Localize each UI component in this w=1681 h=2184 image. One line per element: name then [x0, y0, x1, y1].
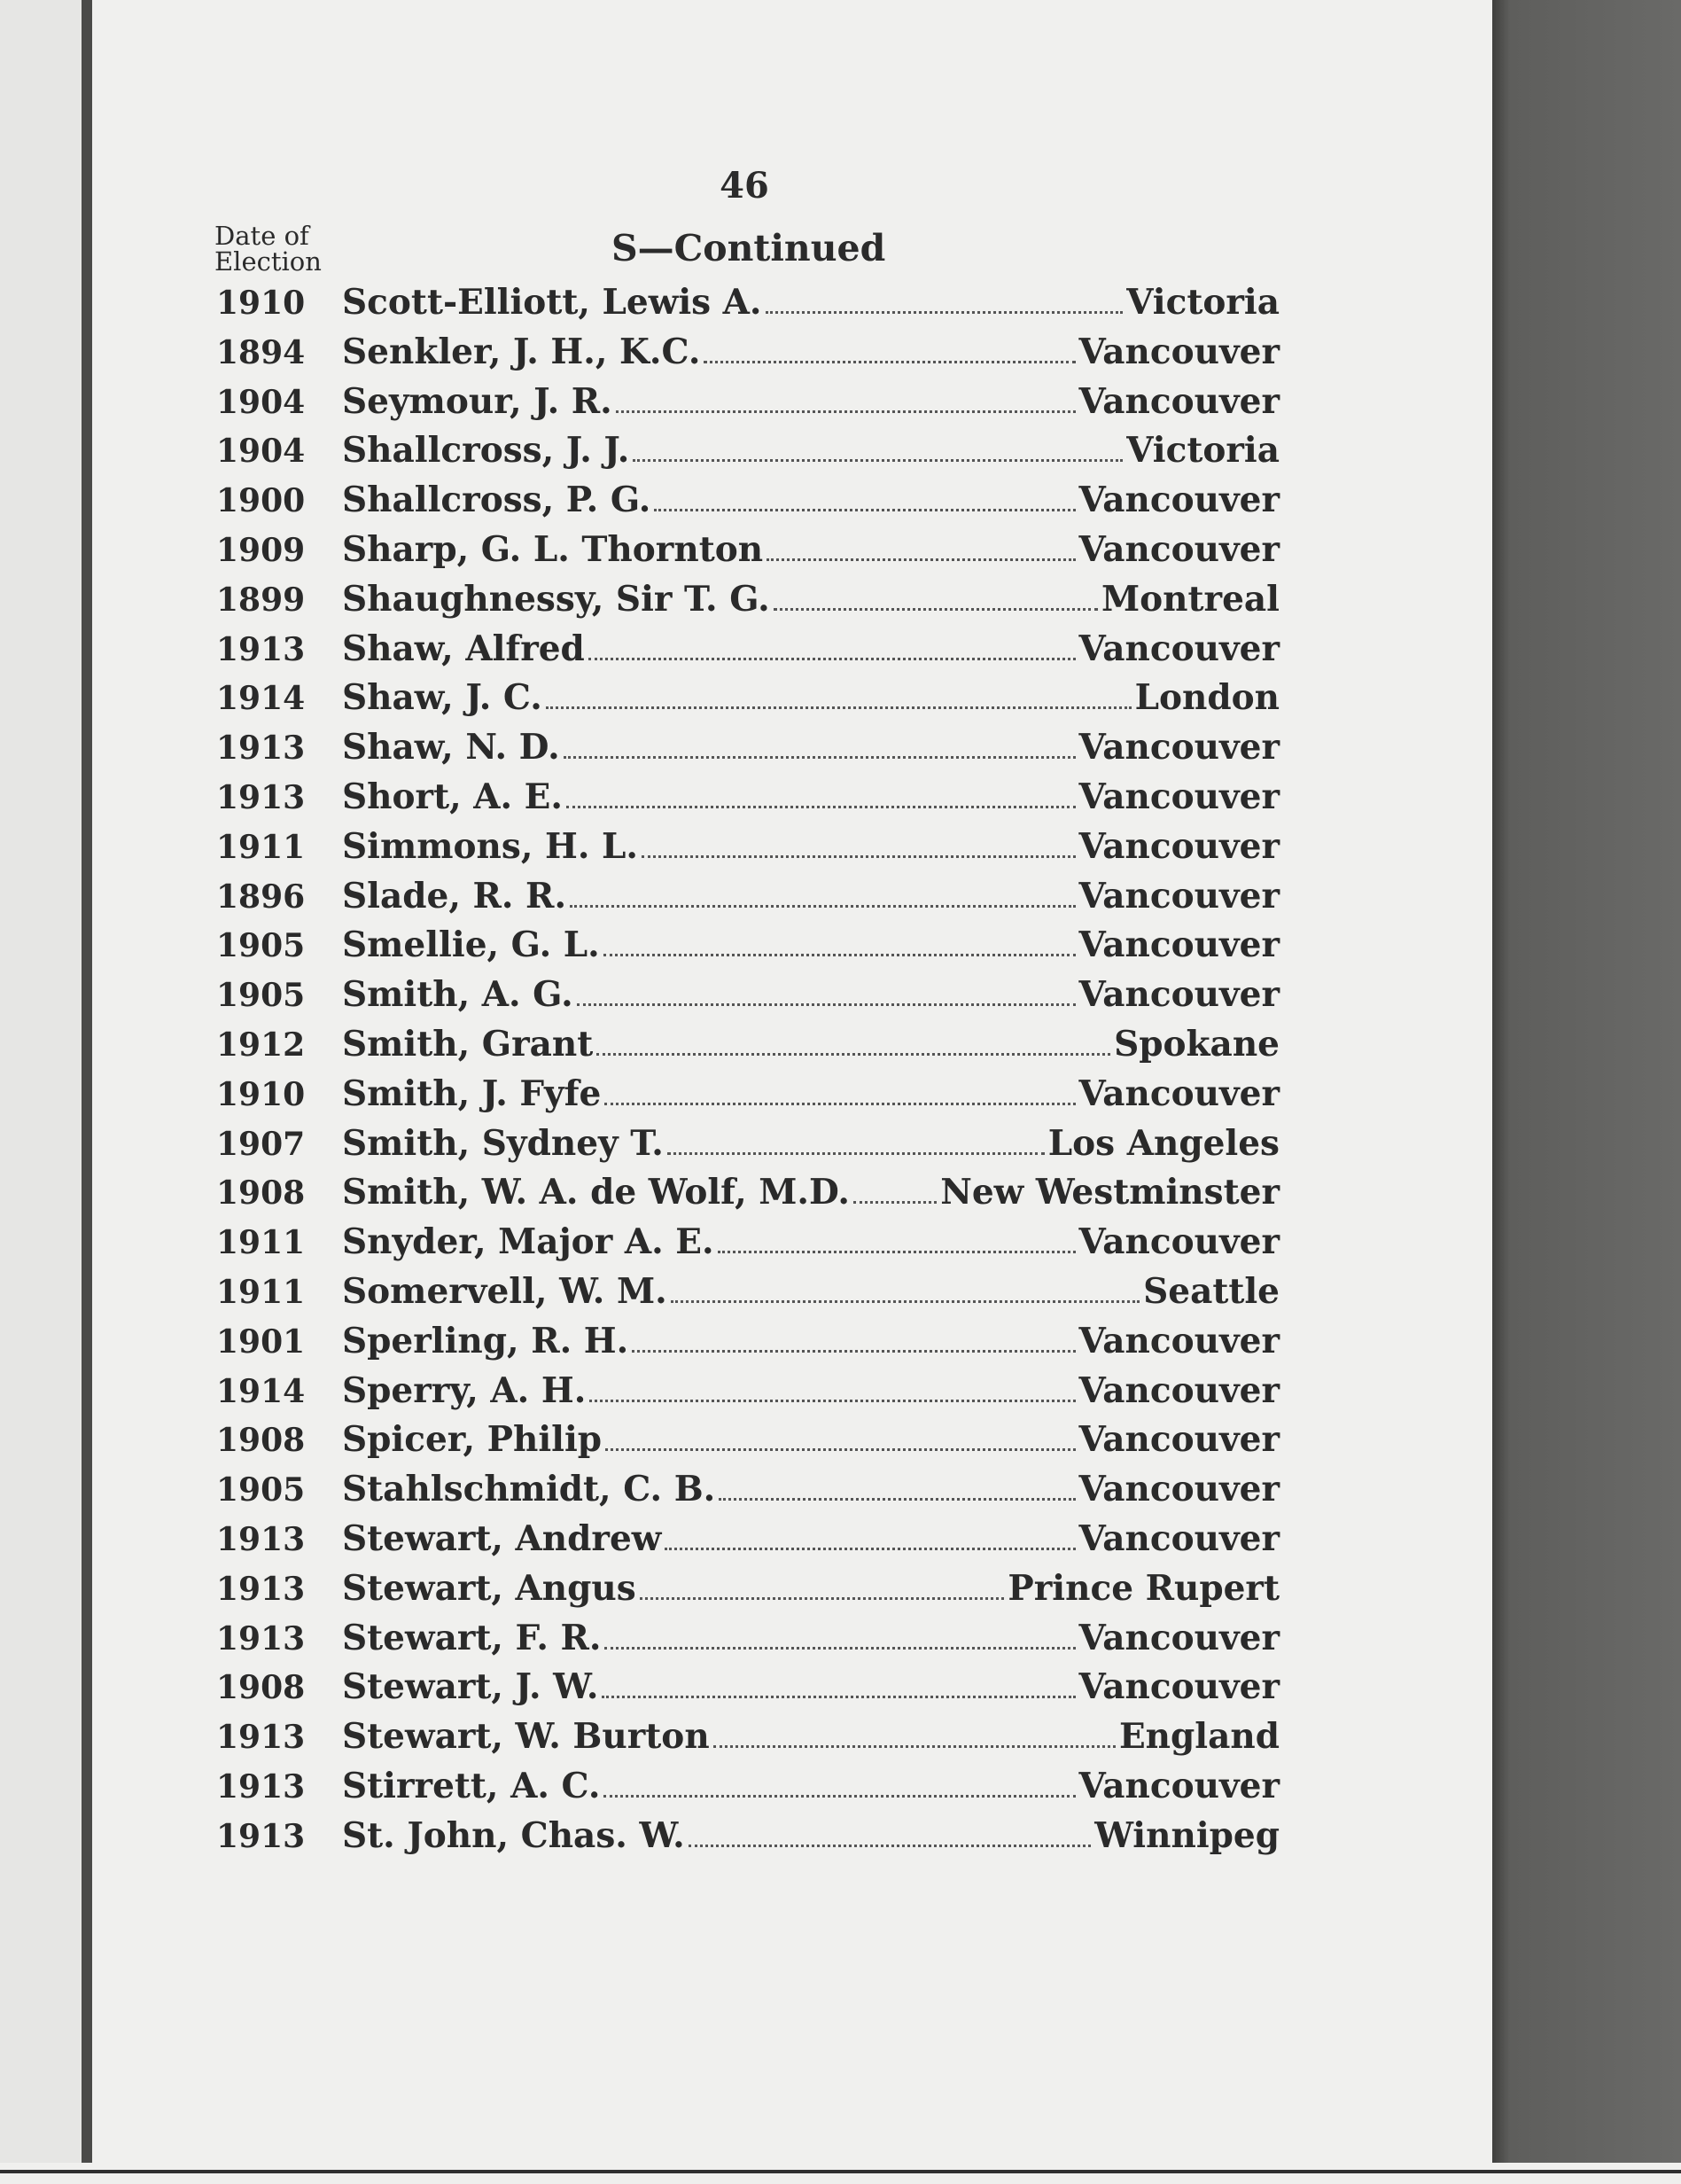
- member-entry: [216, 1370, 1280, 1420]
- member-name: Stewart, J. W.: [342, 1666, 599, 1708]
- dot-leader: [604, 1640, 1075, 1650]
- member-entry: [216, 1221, 1280, 1271]
- member-name: Somervell, W. M.: [342, 1270, 667, 1312]
- member-name: Snyder, Major A. E.: [342, 1221, 714, 1263]
- member-location: Spokane: [1114, 1023, 1280, 1065]
- dot-leader: [596, 1046, 1110, 1056]
- member-name: Shaw, Alfred: [342, 628, 585, 669]
- dot-leader: [766, 304, 1124, 314]
- dot-leader: [718, 1244, 1076, 1253]
- dot-leader: [713, 1738, 1116, 1748]
- date-header-line2: Election: [214, 246, 322, 277]
- member-name: Shaw, J. C.: [342, 677, 542, 719]
- election-year: 1901: [216, 1322, 306, 1361]
- election-year: 1913: [216, 1619, 306, 1658]
- member-entry: [216, 876, 1280, 925]
- election-year: 1912: [216, 1026, 306, 1064]
- election-year: 1904: [216, 383, 306, 421]
- date-of-election-header: [214, 223, 374, 275]
- member-entry: [216, 1073, 1280, 1123]
- election-year: 1894: [216, 333, 306, 371]
- member-name: Stirrett, A. C.: [342, 1765, 601, 1806]
- member-entry: [216, 1815, 1280, 1865]
- member-entry: [216, 727, 1280, 776]
- member-entry: [216, 381, 1280, 431]
- dot-leader: [605, 1441, 1075, 1451]
- member-location: Vancouver: [1078, 1469, 1280, 1510]
- dot-leader: [546, 699, 1132, 709]
- page-number: 46: [720, 165, 769, 207]
- election-year: 1908: [216, 1669, 306, 1707]
- member-name: Short, A. E.: [342, 776, 563, 817]
- election-year: 1908: [216, 1174, 306, 1213]
- dot-leader: [588, 651, 1076, 660]
- dot-leader: [767, 551, 1075, 561]
- member-entry: [216, 1321, 1280, 1370]
- member-location: Vancouver: [1078, 628, 1280, 669]
- member-entry: [216, 579, 1280, 628]
- dot-leader: [616, 403, 1076, 413]
- election-year: 1913: [216, 1767, 306, 1806]
- member-location: Vancouver: [1078, 528, 1280, 570]
- member-entry: [216, 529, 1280, 579]
- member-name: Smellie, G. L.: [342, 924, 600, 966]
- member-list: [216, 282, 1280, 1865]
- member-location: Victoria: [1126, 282, 1280, 323]
- member-location: Vancouver: [1078, 380, 1280, 422]
- dot-leader: [719, 1491, 1075, 1501]
- dot-leader: [604, 1096, 1075, 1105]
- member-location: Los Angeles: [1047, 1122, 1280, 1164]
- member-entry: [216, 1666, 1280, 1716]
- bottom-edge: [0, 2163, 1681, 2184]
- member-entry: [216, 924, 1280, 974]
- member-location: London: [1134, 677, 1280, 719]
- election-year: 1913: [216, 729, 306, 768]
- election-year: 1900: [216, 482, 306, 520]
- member-entry: [216, 1766, 1280, 1815]
- dot-leader: [853, 1194, 937, 1204]
- member-location: Vancouver: [1078, 1369, 1280, 1411]
- right-edge-shadow: [1492, 0, 1681, 2184]
- member-location: Vancouver: [1078, 1765, 1280, 1806]
- member-entry: [216, 1568, 1280, 1618]
- member-location: Vancouver: [1078, 727, 1280, 768]
- member-location: Vancouver: [1078, 1419, 1280, 1461]
- member-name: Sharp, G. L. Thornton: [342, 528, 764, 570]
- election-year: 1904: [216, 433, 306, 471]
- member-name: Smith, Sydney T.: [342, 1122, 664, 1164]
- dot-leader: [589, 1392, 1075, 1402]
- dot-leader: [566, 799, 1076, 808]
- member-name: Stewart, Angus: [342, 1567, 636, 1609]
- member-entry: [216, 1024, 1280, 1073]
- member-location: Vancouver: [1078, 1617, 1280, 1658]
- member-location: Vancouver: [1078, 776, 1280, 817]
- member-name: Shaughnessy, Sir T. G.: [342, 578, 770, 620]
- member-entry: [216, 1172, 1280, 1221]
- member-entry: [216, 1419, 1280, 1469]
- member-location: Vancouver: [1078, 1517, 1280, 1559]
- election-year: 1908: [216, 1422, 306, 1460]
- member-entry: [216, 974, 1280, 1024]
- member-location: Montreal: [1101, 578, 1280, 620]
- election-year: 1911: [216, 1273, 306, 1311]
- dot-leader: [640, 1590, 1005, 1600]
- dot-leader: [642, 848, 1076, 858]
- member-name: Smith, W. A. de Wolf, M.D.: [342, 1172, 851, 1213]
- election-year: 1905: [216, 1471, 306, 1509]
- member-name: Smith, J. Fyfe: [342, 1072, 602, 1114]
- election-year: 1914: [216, 1372, 306, 1410]
- member-location: Seattle: [1143, 1270, 1280, 1312]
- member-name: Smith, Grant: [342, 1023, 594, 1065]
- member-entry: [216, 1469, 1280, 1518]
- member-entry: [216, 430, 1280, 480]
- election-year: 1905: [216, 977, 306, 1015]
- election-year: 1913: [216, 630, 306, 668]
- member-name: Senkler, J. H., K.C.: [342, 331, 701, 372]
- dot-leader: [577, 996, 1076, 1006]
- member-entry: [216, 332, 1280, 381]
- election-year: 1905: [216, 927, 306, 965]
- election-year: 1913: [216, 1520, 306, 1558]
- member-entry: [216, 776, 1280, 826]
- member-entry: [216, 1123, 1280, 1173]
- member-name: Spicer, Philip: [342, 1419, 603, 1461]
- dot-leader: [570, 898, 1076, 908]
- election-year: 1914: [216, 680, 306, 718]
- dot-leader: [689, 1837, 1091, 1847]
- election-year: 1910: [216, 1075, 306, 1113]
- dot-leader: [564, 749, 1076, 759]
- member-name: Sperling, R. H.: [342, 1320, 629, 1361]
- dot-leader: [632, 1343, 1075, 1353]
- member-location: Prince Rupert: [1008, 1567, 1280, 1609]
- member-name: Stewart, Andrew: [342, 1517, 662, 1559]
- member-location: Vancouver: [1078, 974, 1280, 1016]
- member-location: Vancouver: [1078, 480, 1280, 521]
- left-gutter: [0, 0, 92, 2184]
- dot-leader: [603, 1788, 1075, 1798]
- member-location: Vancouver: [1078, 875, 1280, 916]
- election-year: 1899: [216, 581, 306, 619]
- election-year: 1913: [216, 1817, 306, 1855]
- dot-leader: [774, 601, 1098, 611]
- member-name: Sperry, A. H.: [342, 1369, 587, 1411]
- member-location: Winnipeg: [1094, 1814, 1280, 1856]
- member-location: Vancouver: [1078, 1221, 1280, 1263]
- member-entry: [216, 1271, 1280, 1321]
- election-year: 1907: [216, 1125, 306, 1163]
- member-name: Scott-Elliott, Lewis A.: [342, 282, 762, 323]
- member-entry: [216, 480, 1280, 529]
- dot-leader: [667, 1145, 1045, 1155]
- election-year: 1911: [216, 828, 306, 866]
- member-entry: [216, 1716, 1280, 1766]
- dot-leader: [704, 354, 1075, 363]
- election-year: 1913: [216, 1570, 306, 1608]
- date-header-line1: Date of: [214, 221, 309, 251]
- member-entry: [216, 1518, 1280, 1568]
- member-location: New Westminster: [940, 1172, 1280, 1213]
- section-title: S—Continued: [611, 227, 886, 269]
- member-entry: [216, 826, 1280, 876]
- dot-leader: [654, 502, 1075, 511]
- member-entry: [216, 1618, 1280, 1667]
- member-name: Simmons, H. L.: [342, 825, 638, 867]
- election-year: 1911: [216, 1224, 306, 1262]
- member-name: Stewart, F. R.: [342, 1617, 602, 1658]
- member-location: England: [1118, 1716, 1280, 1758]
- member-location: Vancouver: [1078, 1666, 1280, 1708]
- member-entry: [216, 677, 1280, 727]
- member-location: Victoria: [1126, 430, 1280, 472]
- dot-leader: [602, 1689, 1075, 1698]
- member-name: Shallcross, J. J.: [342, 430, 630, 472]
- member-name: Shallcross, P. G.: [342, 480, 651, 521]
- member-name: St. John, Chas. W.: [342, 1814, 685, 1856]
- member-name: Smith, A. G.: [342, 974, 573, 1016]
- election-year: 1910: [216, 285, 306, 322]
- member-entry: [216, 282, 1280, 332]
- dot-leader: [603, 947, 1076, 956]
- member-name: Slade, R. R.: [342, 875, 567, 916]
- election-year: 1913: [216, 1719, 306, 1757]
- election-year: 1909: [216, 531, 306, 569]
- member-name: Stewart, W. Burton: [342, 1716, 710, 1758]
- member-location: Vancouver: [1078, 331, 1280, 372]
- election-year: 1896: [216, 878, 306, 916]
- member-name: Shaw, N. D.: [342, 727, 560, 768]
- member-entry: [216, 628, 1280, 678]
- member-location: Vancouver: [1078, 924, 1280, 966]
- member-name: Stahlschmidt, C. B.: [342, 1469, 716, 1510]
- election-year: 1913: [216, 778, 306, 816]
- member-location: Vancouver: [1078, 1072, 1280, 1114]
- member-location: Vancouver: [1078, 1320, 1280, 1361]
- member-name: Seymour, J. R.: [342, 380, 612, 422]
- dot-leader: [671, 1293, 1140, 1303]
- dot-leader: [665, 1540, 1075, 1550]
- member-location: Vancouver: [1078, 825, 1280, 867]
- dot-leader: [633, 452, 1123, 462]
